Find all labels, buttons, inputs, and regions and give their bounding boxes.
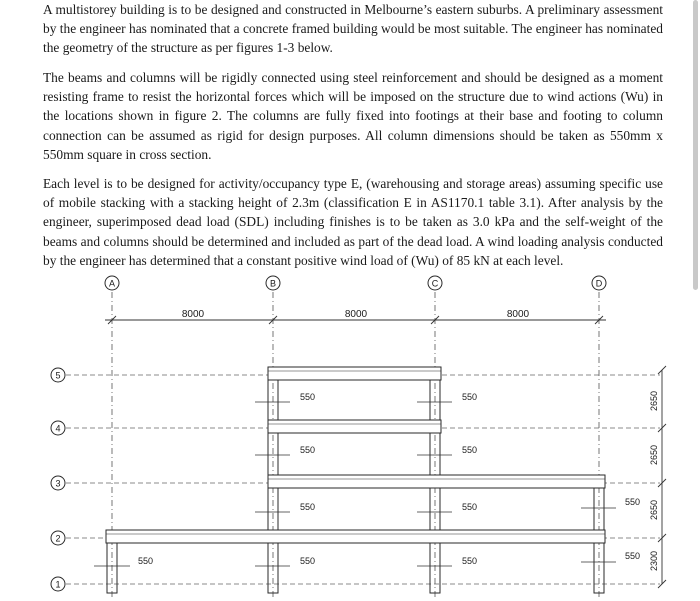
beam-level-2 — [106, 530, 605, 543]
bay-width-ab: 8000 — [181, 309, 205, 320]
paragraph-loads: Each level is to be designed for activity/occupancy type E, (warehousing and storage areas) assuming specific use of mobile stacking with a stacking height of 2.3m (classification E in AS1170.1 table 3.1). After analysis by the engineer, superimposed dead load (SDL) including finishes is to be taken as 3.0 kPa and the self-weight of the beams and columns should be determined and included as part of the dead load. A wind loading analysis conducted by the engineer has determined that a constant positive wind load of (Wu) of 85 kN at each level. — [43, 176, 663, 268]
bay-width-bc: 8000 — [344, 309, 368, 320]
level-label-3: 3 — [55, 478, 61, 489]
storey-height-3-4: 2650 — [649, 444, 659, 466]
beams — [106, 367, 605, 543]
grid-column-bubbles — [105, 276, 606, 290]
level-label-1: 1 — [55, 579, 61, 590]
column-size-label: 550 — [625, 551, 641, 561]
storey-height-4-5: 2650 — [649, 390, 659, 412]
column-size-label: 550 — [462, 556, 478, 566]
bay-width-cd: 8000 — [506, 309, 530, 320]
column-size-label: 550 — [462, 502, 478, 512]
grid-label-d: D — [595, 278, 603, 289]
paragraph-frame: The beams and columns will be rigidly connected using steel reinforcement and should be designed as a moment resisting frame to resist the horizontal forces which will be imposed on the structure due to wind actions (Wu) in the locations shown in figure 2. The columns are fully fixed into footings at their base and footing to column connection can be assumed as rigid for design purposes. All column dimensions should be taken as 550mm x 550mm square in cross section. — [43, 70, 663, 162]
storey-height-dimension — [658, 366, 666, 588]
grid-label-c: C — [431, 278, 439, 289]
grid-label-b: B — [269, 278, 277, 289]
storey-height-1-2: 2300 — [649, 550, 659, 572]
column-size-label: 550 — [300, 445, 316, 455]
column-size-label: 550 — [462, 445, 478, 455]
storey-height-2-3: 2650 — [649, 499, 659, 521]
scrollbar[interactable] — [693, 0, 698, 290]
level-label-5: 5 — [55, 370, 61, 381]
grid-column-lines — [112, 292, 599, 600]
beam-level-3 — [268, 475, 605, 488]
column-size-label: 550 — [138, 556, 154, 566]
column-size-label: 550 — [625, 497, 641, 507]
paragraph-intro: A multistorey building is to be designed and constructed in Melbourne’s eastern suburbs. A preliminary assessment by the engineer has nominated that a concrete framed building would be most suitable. The engineer has nominated the geometry of the structure as per figures 1-3 below. — [43, 2, 663, 56]
column-size-label: 550 — [300, 556, 316, 566]
column-size-label: 550 — [300, 392, 316, 402]
beam-level-4 — [268, 420, 441, 433]
level-label-4: 4 — [55, 423, 61, 434]
column-size-label: 550 — [462, 392, 478, 402]
grid-label-a: A — [108, 278, 116, 289]
beam-level-5 — [268, 367, 441, 380]
level-label-2: 2 — [55, 533, 61, 544]
column-size-label: 550 — [300, 502, 316, 512]
